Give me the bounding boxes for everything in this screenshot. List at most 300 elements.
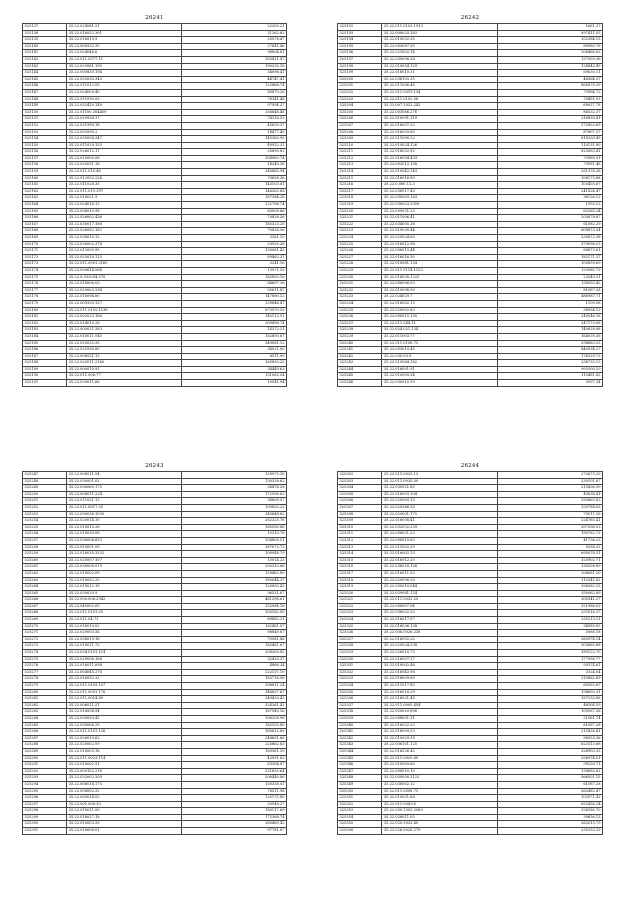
table-row <box>338 195 603 202</box>
table-row <box>23 828 287 835</box>
row-code-cell: 35.22.030010.044 <box>382 584 497 591</box>
table-row <box>23 498 287 505</box>
row-id-cell: 525137 <box>23 24 67 31</box>
row-id-cell: 525318 <box>338 577 382 584</box>
row-id-cell: 525226 <box>338 248 382 255</box>
row-code-cell: 35.22.000021.383 <box>67 327 182 334</box>
row-code-cell: 35.22.007.1022.242 <box>382 103 497 110</box>
row-id-cell: 525254 <box>23 518 67 525</box>
row-value-cell: 253016.37 <box>497 610 602 617</box>
row-id-cell: 525293 <box>23 775 67 782</box>
row-id-cell: 525228 <box>338 261 382 268</box>
row-value-cell: 21262.62 <box>182 30 287 37</box>
row-code-cell: 35.22.032090.2 <box>67 129 182 136</box>
table-row <box>338 320 603 327</box>
row-code-cell: 35.22.000102.218 <box>67 768 182 775</box>
row-value-cell: 45639.37 <box>182 122 287 129</box>
row-id-cell: 525187 <box>23 353 67 360</box>
row-code-cell: 35.22.016052.92 <box>382 149 497 156</box>
table-row <box>338 821 603 828</box>
table-row <box>338 597 603 604</box>
table-row <box>23 267 287 274</box>
row-value-cell: 32429.37 <box>182 656 287 663</box>
row-value-cell: 139848.47 <box>182 300 287 307</box>
row-id-cell: 525305 <box>338 491 382 498</box>
row-value-cell: 70451.93 <box>497 96 602 103</box>
row-value-cell: 194650.31 <box>497 689 602 696</box>
row-value-cell: 206468.82 <box>497 50 602 57</box>
row-value-cell: 652456.24 <box>497 801 602 808</box>
row-id-cell: 525333 <box>338 676 382 683</box>
row-id-cell: 525175 <box>23 274 67 281</box>
row-id-cell: 525225 <box>338 241 382 248</box>
table-row <box>338 689 603 696</box>
row-code-cell: 35.22.036004.653 <box>67 537 182 544</box>
row-value-cell: 272853.65 <box>497 122 602 129</box>
table-row <box>338 83 603 90</box>
row-code-cell: 35.22.006016.175 <box>67 781 182 788</box>
row-value-cell: 256974.01 <box>497 755 602 762</box>
row-value-cell: 100839.69 <box>497 261 602 268</box>
table-row <box>23 103 287 110</box>
row-value-cell: 5058.33 <box>497 544 602 551</box>
row-value-cell: 249546.16 <box>497 314 602 321</box>
row-code-cell: 35.22.030.03.9 <box>382 353 497 360</box>
row-value-cell: 326180.70 <box>497 808 602 815</box>
table-row <box>23 531 287 538</box>
table-row <box>338 340 603 347</box>
row-id-cell: 525264 <box>23 584 67 591</box>
row-id-cell: 525191 <box>23 380 67 387</box>
row-value-cell: 38609.57 <box>182 498 287 505</box>
row-value-cell: 215806.30 <box>497 485 602 492</box>
row-code-cell: 35.22.010081.154 <box>382 261 497 268</box>
row-id-cell: 525149 <box>23 103 67 110</box>
table-row <box>23 781 287 788</box>
row-id-cell: 525195 <box>338 43 382 50</box>
row-code-cell: 35.22.016059.53 <box>382 729 497 736</box>
row-id-cell: 525255 <box>23 524 67 531</box>
row-value-cell: 182481.57 <box>182 623 287 630</box>
table-row <box>23 24 287 31</box>
row-id-cell: 525193 <box>338 30 382 37</box>
row-value-cell: 303665.88 <box>497 643 602 650</box>
row-id-cell: 525138 <box>23 30 67 37</box>
row-code-cell: 35.22.011.010.46 <box>67 169 182 176</box>
row-code-cell: 35.22.01100.304409 <box>67 109 182 116</box>
row-value-cell: 566501.15 <box>497 775 602 782</box>
row-value-cell: 73969.91 <box>497 155 602 162</box>
row-code-cell: 35.22.016011.040 <box>67 333 182 340</box>
row-value-cell: 29925.36 <box>182 241 287 248</box>
table-row <box>338 287 603 294</box>
data-table <box>337 23 603 387</box>
row-value-cell: 103971.42 <box>497 795 602 802</box>
table-row <box>338 775 603 782</box>
row-code-cell: 35.22.016027.18 <box>67 814 182 821</box>
table-row <box>338 129 603 136</box>
row-value-cell: 148837.67 <box>182 689 287 696</box>
row-value-cell: 280469.42 <box>182 821 287 828</box>
row-value-cell: 70581.86 <box>182 636 287 643</box>
row-value-cell: 34021.00 <box>182 347 287 354</box>
table-row <box>338 373 603 380</box>
row-value-cell: 70828.36 <box>182 215 287 222</box>
row-id-cell: 525321 <box>338 597 382 604</box>
row-id-cell: 525213 <box>338 162 382 169</box>
table-row <box>338 175 603 182</box>
row-value-cell: 221655.64 <box>182 768 287 775</box>
row-code-cell: 35.22.016010.9 <box>67 37 182 44</box>
row-value-cell: 80879.26 <box>182 89 287 96</box>
row-value-cell: 486987.71 <box>497 294 602 301</box>
table-row <box>338 142 603 149</box>
row-id-cell: 525341 <box>338 729 382 736</box>
row-id-cell: 525348 <box>338 775 382 782</box>
row-id-cell: 525210 <box>338 142 382 149</box>
panel-title: 26242 <box>460 15 480 21</box>
table-row <box>23 537 287 544</box>
row-code-cell: 35.22.008011.54 <box>67 472 182 479</box>
table-row <box>338 307 603 314</box>
table-row <box>338 254 603 261</box>
table-row <box>338 537 603 544</box>
row-code-cell: 35.22.016092.33 <box>67 676 182 683</box>
row-id-cell: 525202 <box>338 89 382 96</box>
row-code-cell: 35.22.018011.00 <box>67 808 182 815</box>
row-value-cell: 4866.34 <box>182 663 287 670</box>
row-id-cell: 525158 <box>23 162 67 169</box>
table-row <box>23 821 287 828</box>
row-id-cell: 525355 <box>338 821 382 828</box>
table-row <box>338 742 603 749</box>
row-code-cell: 35.22.032032.239 <box>382 524 497 531</box>
table-row <box>23 755 287 762</box>
row-code-cell: 35.22.024009.40 <box>67 89 182 96</box>
row-id-cell: 525338 <box>338 709 382 716</box>
row-id-cell: 525148 <box>23 96 67 103</box>
table-row <box>23 472 287 479</box>
row-value-cell: 240865.94 <box>182 169 287 176</box>
row-code-cell: 35.22.021602.14 <box>382 50 497 57</box>
row-value-cell: 69027.78 <box>497 103 602 110</box>
table-row <box>23 241 287 248</box>
row-id-cell: 525346 <box>338 762 382 769</box>
row-id-cell: 525268 <box>23 610 67 617</box>
table-row <box>338 281 603 288</box>
row-value-cell: 180117.69 <box>182 808 287 815</box>
row-id-cell: 525194 <box>338 37 382 44</box>
table-row <box>338 109 603 116</box>
row-code-cell: 35.22.010029.39 <box>382 735 497 742</box>
row-value-cell: 180122.70 <box>497 650 602 657</box>
row-code-cell: 35.22.029006.166 <box>67 656 182 663</box>
table-row <box>338 610 603 617</box>
row-id-cell: 525256 <box>23 531 67 538</box>
row-value-cell: 97994.37 <box>182 103 287 110</box>
row-id-cell: 525185 <box>23 340 67 347</box>
row-code-cell: 35.22.020032.35 <box>67 340 182 347</box>
row-value-cell: 40638.41 <box>497 491 602 498</box>
row-code-cell: 35.22.001.008.30 <box>67 801 182 808</box>
row-id-cell: 525303 <box>338 478 382 485</box>
row-value-cell: 104983.74 <box>182 155 287 162</box>
table-row <box>338 781 603 788</box>
table-row <box>23 722 287 729</box>
table-row <box>338 188 603 195</box>
table-row <box>338 360 603 367</box>
row-value-cell: 272673.20 <box>497 472 602 479</box>
row-value-cell: 34585.83 <box>497 623 602 630</box>
row-id-cell: 525278 <box>23 676 67 683</box>
row-value-cell: 99239.71 <box>497 762 602 769</box>
table-row <box>23 70 287 77</box>
table-row <box>338 235 603 242</box>
table-row <box>23 748 287 755</box>
row-code-cell: 35.22.010032.55 <box>382 37 497 44</box>
row-id-cell: 525277 <box>23 669 67 676</box>
row-value-cell: 70828.36 <box>182 175 287 182</box>
row-id-cell: 525273 <box>23 643 67 650</box>
table-row <box>338 663 603 670</box>
row-value-cell: 190335.18 <box>182 63 287 70</box>
row-id-cell: 525343 <box>338 742 382 749</box>
row-value-cell: 209496.74 <box>182 320 287 327</box>
table-row <box>23 353 287 360</box>
row-value-cell: 993500.20 <box>497 366 602 373</box>
table-row <box>338 221 603 228</box>
row-value-cell: 138593.42 <box>497 281 602 288</box>
row-value-cell: 95611.87 <box>182 287 287 294</box>
row-code-cell: 35.22.030010.59 <box>382 380 497 387</box>
row-id-cell: 525147 <box>23 89 67 96</box>
row-id-cell: 525197 <box>338 56 382 63</box>
row-id-cell: 525139 <box>23 37 67 44</box>
table-row <box>338 56 603 63</box>
table-row <box>23 314 287 321</box>
row-code-cell: 35.22.016052.25 <box>67 577 182 584</box>
table-row <box>23 478 287 485</box>
row-code-cell: 35.22.032002.209 <box>67 775 182 782</box>
row-id-cell: 525237 <box>338 320 382 327</box>
row-value-cell: 36126.12 <box>497 195 602 202</box>
table-row <box>338 590 603 597</box>
row-id-cell: 525337 <box>338 702 382 709</box>
table-row <box>338 696 603 703</box>
row-code-cell: 35.22.016011.02 <box>382 570 497 577</box>
row-value-cell: 98849.67 <box>182 630 287 637</box>
row-code-cell: 35.22.011.0102.1136 <box>67 307 182 314</box>
row-id-cell: 525238 <box>338 327 382 334</box>
row-code-cell: 35.22.006011.51 <box>67 702 182 709</box>
row-value-cell: 81087.28 <box>497 287 602 294</box>
row-code-cell: 35.22.034005.36 <box>382 221 497 228</box>
row-code-cell: 35.22.011.04.71 <box>67 617 182 624</box>
row-value-cell: 21561.74 <box>497 715 602 722</box>
row-id-cell: 525253 <box>23 511 67 518</box>
table-row <box>23 597 287 604</box>
row-id-cell: 525209 <box>338 136 382 143</box>
row-value-cell: 818293.49 <box>497 136 602 143</box>
table-row <box>338 169 603 176</box>
row-code-cell: 35.22.010098.90 <box>382 287 497 294</box>
table-row <box>23 676 287 683</box>
row-value-cell: 222137.19 <box>182 669 287 676</box>
row-id-cell: 525334 <box>338 683 382 690</box>
row-value-cell: 183716.58 <box>182 676 287 683</box>
row-id-cell: 525250 <box>23 491 67 498</box>
row-id-cell: 525239 <box>338 333 382 340</box>
row-id-cell: 525141 <box>23 50 67 57</box>
row-id-cell: 525227 <box>338 254 382 261</box>
row-id-cell: 525288 <box>23 742 67 749</box>
row-value-cell: 321986.02 <box>497 603 602 610</box>
table-row <box>23 656 287 663</box>
row-id-cell: 525307 <box>338 504 382 511</box>
table-row <box>338 472 603 479</box>
table-row <box>338 735 603 742</box>
row-code-cell: 35.22.003010.45 <box>382 347 497 354</box>
table-row <box>23 801 287 808</box>
row-id-cell: 525142 <box>23 56 67 63</box>
row-code-cell: 35.22.016010.02 <box>67 623 182 630</box>
table-row <box>338 50 603 57</box>
row-value-cell: 262482.47 <box>497 788 602 795</box>
row-id-cell: 525231 <box>338 281 382 288</box>
row-code-cell: 35.22.016021.9 <box>67 195 182 202</box>
row-id-cell: 525309 <box>338 518 382 525</box>
row-id-cell: 525345 <box>338 755 382 762</box>
row-id-cell: 525299 <box>23 814 67 821</box>
row-code-cell: 35.22.000932.35 <box>67 43 182 50</box>
row-code-cell: 35.22.006010.98 <box>67 208 182 215</box>
row-id-cell: 525325 <box>338 623 382 630</box>
row-value-cell: 461298.61 <box>182 597 287 604</box>
table-row <box>23 287 287 294</box>
row-id-cell: 525296 <box>23 795 67 802</box>
row-id-cell: 525301 <box>23 828 67 835</box>
row-value-cell: 130258.89 <box>497 564 602 571</box>
table-row <box>338 43 603 50</box>
row-code-cell: 35.22.020009.19 <box>382 498 497 505</box>
row-code-cell: 35.22.012052.224 <box>67 175 182 182</box>
table-row <box>338 347 603 354</box>
row-id-cell: 525206 <box>338 116 382 123</box>
row-id-cell: 525284 <box>23 715 67 722</box>
row-code-cell: 35.22.030017.168 <box>67 221 182 228</box>
row-code-cell: 35.22.011012.05 <box>67 83 182 90</box>
row-id-cell: 525244 <box>338 366 382 373</box>
row-id-cell: 525192 <box>338 24 382 31</box>
row-value-cell: 187384.28 <box>182 195 287 202</box>
row-value-cell: 27641.46 <box>182 43 287 50</box>
row-value-cell: 1109.58 <box>497 300 602 307</box>
row-code-cell: 35.22.019054.129 <box>382 63 497 70</box>
row-code-cell: 35.22.011002.29 <box>382 544 497 551</box>
row-id-cell: 525335 <box>338 689 382 696</box>
row-id-cell: 525306 <box>338 498 382 505</box>
table-row <box>23 775 287 782</box>
row-code-cell: 35.22.016033.65 <box>382 129 497 136</box>
row-value-cell: 93574.61 <box>497 663 602 670</box>
row-value-cell: 61087.28 <box>497 781 602 788</box>
row-id-cell: 525143 <box>23 63 67 70</box>
row-value-cell: 205678.87 <box>497 215 602 222</box>
row-code-cell: 35.22.011.0001.176 <box>67 689 182 696</box>
row-code-cell: 35.22.010002.09 <box>67 570 182 577</box>
row-code-cell: 35.22.016016.90 <box>382 175 497 182</box>
table-row <box>338 208 603 215</box>
table-row <box>23 142 287 149</box>
row-id-cell: 525294 <box>23 781 67 788</box>
table-row <box>23 696 287 703</box>
row-code-cell: 35.22.011029.153 <box>67 142 182 149</box>
row-id-cell: 525204 <box>338 103 382 110</box>
row-id-cell: 525174 <box>23 267 67 274</box>
row-code-cell: 35.22.034.0101.114 <box>67 650 182 657</box>
row-code-cell: 35.22.006.0026.238 <box>382 630 497 637</box>
row-value-cell: 140828.88 <box>497 327 602 334</box>
table-row <box>338 676 603 683</box>
row-value-cell: 120893.43 <box>182 584 287 591</box>
panel-title: 26241 <box>145 15 164 21</box>
row-id-cell: 525292 <box>23 768 67 775</box>
row-value-cell: 249420.43 <box>182 696 287 703</box>
row-value-cell: 235213.11 <box>497 617 602 624</box>
row-value-cell: 106328.98 <box>182 715 287 722</box>
row-value-cell: 74316.53 <box>182 116 287 123</box>
row-code-cell: 35.22.019024.126 <box>382 142 497 149</box>
row-id-cell: 525260 <box>23 557 67 564</box>
row-value-cell: 130561.42 <box>182 248 287 255</box>
table-row <box>23 327 287 334</box>
row-code-cell: 35.22.016002.13 <box>382 551 497 558</box>
table-row <box>338 683 603 690</box>
table-row <box>23 788 287 795</box>
row-value-cell: 238733.13 <box>497 360 602 367</box>
row-code-cell: 35.22.011.0103.107 <box>67 683 182 690</box>
row-id-cell: 525308 <box>338 511 382 518</box>
row-id-cell: 525173 <box>23 261 67 268</box>
row-id-cell: 525314 <box>338 551 382 558</box>
row-value-cell: 165550.68 <box>182 524 287 531</box>
row-code-cell: 35.22.016012.98 <box>382 241 497 248</box>
row-value-cell: 300341.27 <box>497 597 602 604</box>
row-value-cell: 5068.18 <box>497 630 602 637</box>
row-id-cell: 525350 <box>338 788 382 795</box>
table-row <box>23 650 287 657</box>
row-code-cell: 35.22.026012.11 <box>67 149 182 156</box>
row-code-cell: 35.22.024029.7 <box>382 294 497 301</box>
row-id-cell: 525266 <box>23 597 67 604</box>
row-value-cell: 823563.41 <box>497 149 602 156</box>
table-row <box>23 485 287 492</box>
row-code-cell: 35.22.028002.374 <box>67 241 182 248</box>
row-value-cell: 167940.16 <box>182 709 287 716</box>
row-id-cell: 525166 <box>23 215 67 222</box>
row-id-cell: 525330 <box>338 656 382 663</box>
table-row <box>23 195 287 202</box>
table-row <box>23 228 287 235</box>
row-value-cell: 1993.12 <box>497 202 602 209</box>
row-value-cell: 89882.21 <box>182 617 287 624</box>
row-value-cell: 69873.61 <box>497 248 602 255</box>
row-value-cell: 49932.31 <box>182 142 287 149</box>
row-code-cell: 35.22.010039.44 <box>382 228 497 235</box>
row-code-cell: 35.22.003012.108 <box>382 162 497 169</box>
row-value-cell: 46064.37 <box>497 76 602 83</box>
row-code-cell: 35.22.000010.91 <box>67 366 182 373</box>
